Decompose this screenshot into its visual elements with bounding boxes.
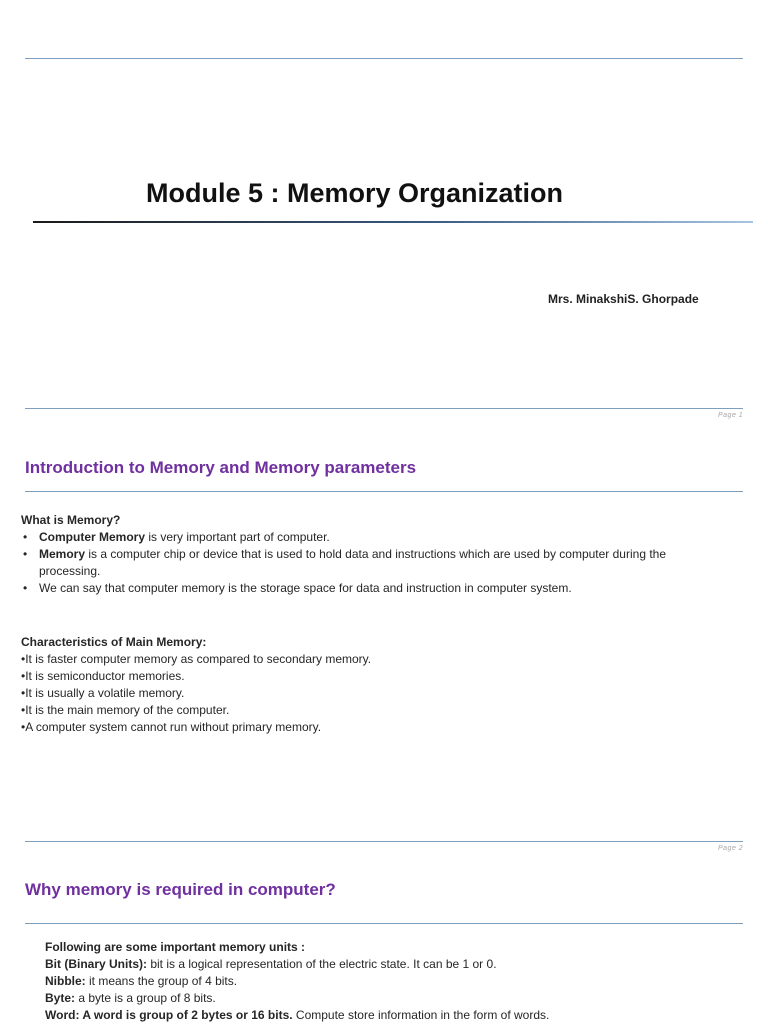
unit-item: Byte: a byte is a group of 8 bits. xyxy=(45,991,216,1005)
bullet-item: • Computer Memory is very important part of computer. xyxy=(21,529,751,546)
bullet-item: • Memory is a computer chip or device that is used to hold data and instructions which are used by computer during the processing. xyxy=(21,546,751,580)
why-memory-heading: Why memory is required in computer? xyxy=(25,880,336,899)
slide1-bottom-rule xyxy=(25,408,743,409)
unit-item: Nibble: it means the group of 4 bits. xyxy=(45,974,238,988)
author-name: Mrs. MinakshiS. Ghorpade xyxy=(548,292,699,306)
intro-heading: Introduction to Memory and Memory parameters xyxy=(25,458,417,477)
module-title: Module 5 : Memory Organization xyxy=(146,178,564,208)
unit-item: Word: A word is group of 2 bytes or 16 bits. Compute store information in the form of words. xyxy=(45,1008,550,1022)
memory-units-section xyxy=(45,939,745,1024)
what-is-memory-label: What is Memory? xyxy=(21,513,121,527)
characteristic-item: •It is faster computer memory as compared to secondary memory. xyxy=(21,652,372,666)
memory-bullet-list xyxy=(21,529,751,597)
characteristic-item: •It is usually a volatile memory. xyxy=(21,686,185,700)
unit-item: Bit (Binary Units): bit is a logical representation of the electric state. It can be 1 or 0. xyxy=(45,957,497,971)
characteristic-item: •A computer system cannot run without primary memory. xyxy=(21,720,322,734)
bullet-item: • We can say that computer memory is the storage space for data and instruction in computer system. xyxy=(21,580,751,597)
intro-heading-rule xyxy=(25,491,743,492)
characteristic-item: •It is semiconductor memories. xyxy=(21,669,185,683)
why-heading-rule xyxy=(25,923,743,924)
slide2-bottom-rule xyxy=(25,841,743,842)
characteristics-section xyxy=(21,634,751,736)
page-number-2: Page 2 xyxy=(718,845,744,852)
what-is-memory-section xyxy=(21,512,751,597)
top-rule xyxy=(25,58,743,59)
characteristics-label: Characteristics of Main Memory: xyxy=(21,635,207,649)
units-intro: Following are some important memory units : xyxy=(45,940,306,954)
page-number-1: Page 1 xyxy=(718,412,744,419)
characteristic-item: •It is the main memory of the computer. xyxy=(21,703,230,717)
title-underline xyxy=(33,221,753,223)
